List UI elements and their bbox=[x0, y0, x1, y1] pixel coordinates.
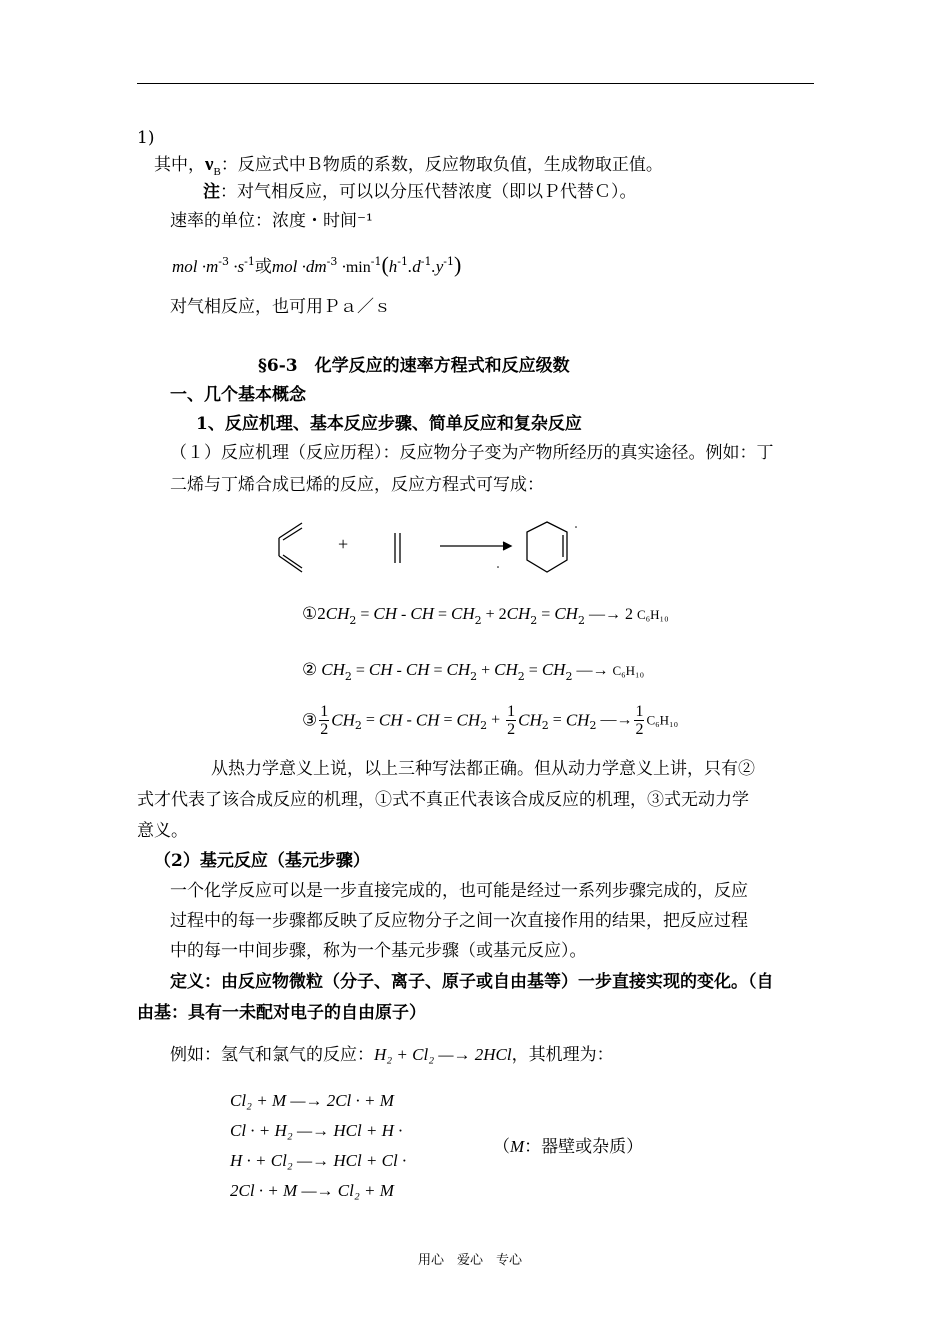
mechanism-para-line1: （１）反应机理（反应历程）：反应物分子变为产物所经历的真实途径。例如：丁 bbox=[170, 443, 774, 463]
mechanism-step-3: H · + Cl₂ —→ HCl + Cl · bbox=[230, 1151, 407, 1170]
cyclohexene-structure bbox=[527, 522, 567, 572]
gas-pressure-unit: 对气相反应，也可用Ｐａ／ｓ bbox=[170, 297, 391, 317]
thermo-para-line3: 意义。 bbox=[137, 821, 188, 841]
ethylene-structure bbox=[395, 533, 400, 563]
equation-2: ② $CH_2$ = CH - CH = $CH_2 + CH_2 = CH_2$ —→ C₆H₁₀ bbox=[302, 660, 645, 683]
mechanism-para-line2: 二烯与丁烯合成已烯的反应，反应方程式可写成： bbox=[170, 475, 544, 495]
definition-line1: 定义：由反应物微粒（分子、离子、原子或自由基等）一步直接实现的变化。（自 bbox=[170, 972, 774, 992]
plus-sign: + bbox=[338, 534, 349, 554]
mechanism-note: （M：器壁或杂质） bbox=[493, 1137, 644, 1157]
heading-mechanism: 1、反应机理、基本反应步骤、简单反应和复杂反应 bbox=[196, 414, 582, 434]
reaction-scheme bbox=[270, 510, 590, 585]
rate-unit-text: 速率的单位：浓度・时间⁻¹ bbox=[170, 211, 373, 231]
gas-phase-note: 注：对气相反应，可以以分压代替浓度（即以Ｐ代替Ｃ）。 bbox=[203, 182, 637, 202]
example-equation: H₂ + Cl₂ —→ 2HCl bbox=[374, 1045, 512, 1064]
mechanism-step-1: Cl₂ + M —→ 2Cl · + M bbox=[230, 1091, 394, 1110]
elementary-para-line1: 一个化学反应可以是一步直接完成的，也可能是经过一系列步骤完成的，反应 bbox=[170, 881, 748, 901]
nu-symbol: ν bbox=[205, 154, 214, 175]
definition-line2: 由基：具有一未配对电子的自由原子） bbox=[137, 1003, 426, 1023]
elementary-para-line3: 中的每一中间步骤，称为一个基元步骤（或基元反应）。 bbox=[170, 941, 587, 961]
header-rule bbox=[137, 83, 814, 84]
reaction-arrow bbox=[440, 542, 511, 550]
butadiene-structure bbox=[279, 523, 302, 572]
list-marker: 1) bbox=[137, 128, 155, 148]
coefficient-note: 其中，$\nu_B$：反应式中Ｂ物质的系数，反应物取负值，生成物取正值。 bbox=[154, 154, 663, 178]
page-footer: 用心 爱心 专心 bbox=[418, 1253, 523, 1268]
thermo-para-line2: 式才代表了该合成反应的机理，①式不真正代表该合成反应的机理，③式无动力学 bbox=[137, 790, 749, 810]
equation-1: $①2CH_2$ = CH - CH = $CH_2 + 2CH_2 = CH_2$ —→ 2 C₆H₁₀ bbox=[302, 604, 669, 627]
heading-basic-concepts: 一、几个基本概念 bbox=[170, 385, 306, 405]
section-title: §6-3 化学反应的速率方程式和反应级数 bbox=[258, 356, 570, 376]
rate-unit-formula: mol $\cdot m^{-3} \cdot s^{-1}$或mol $\cdot dm^{-3} \cdot\min^{-1}(h^{-1}.d^{-1}.y^{-1})$ bbox=[172, 252, 462, 277]
mechanism-step-4: 2Cl · + M —→ Cl₂ + M bbox=[230, 1181, 394, 1200]
equation-3: ③ $\frac{1}{2}$ $CH_2$ = CH - CH = $CH_2$ + $\frac{1}{2}$ $CH_2 = CH_2$ —→ $\frac{1}{2}$ C₆H₁₀ bbox=[302, 703, 679, 738]
heading-elementary-reaction: （2）基元反应（基元步骤） bbox=[154, 851, 370, 871]
thermo-para-line1: 从热力学意义上说，以上三种写法都正确。但从动力学意义上讲，只有② bbox=[211, 759, 755, 779]
elementary-para-line2: 过程中的每一步骤都反映了反应物分子之间一次直接作用的结果，把反应过程 bbox=[170, 911, 748, 931]
mechanism-step-2: Cl · + H₂ —→ HCl + H · bbox=[230, 1121, 403, 1140]
example-line: 例如：氢气和氯气的反应：H₂ + Cl₂ —→ 2HCl，其机理为： bbox=[170, 1045, 614, 1065]
